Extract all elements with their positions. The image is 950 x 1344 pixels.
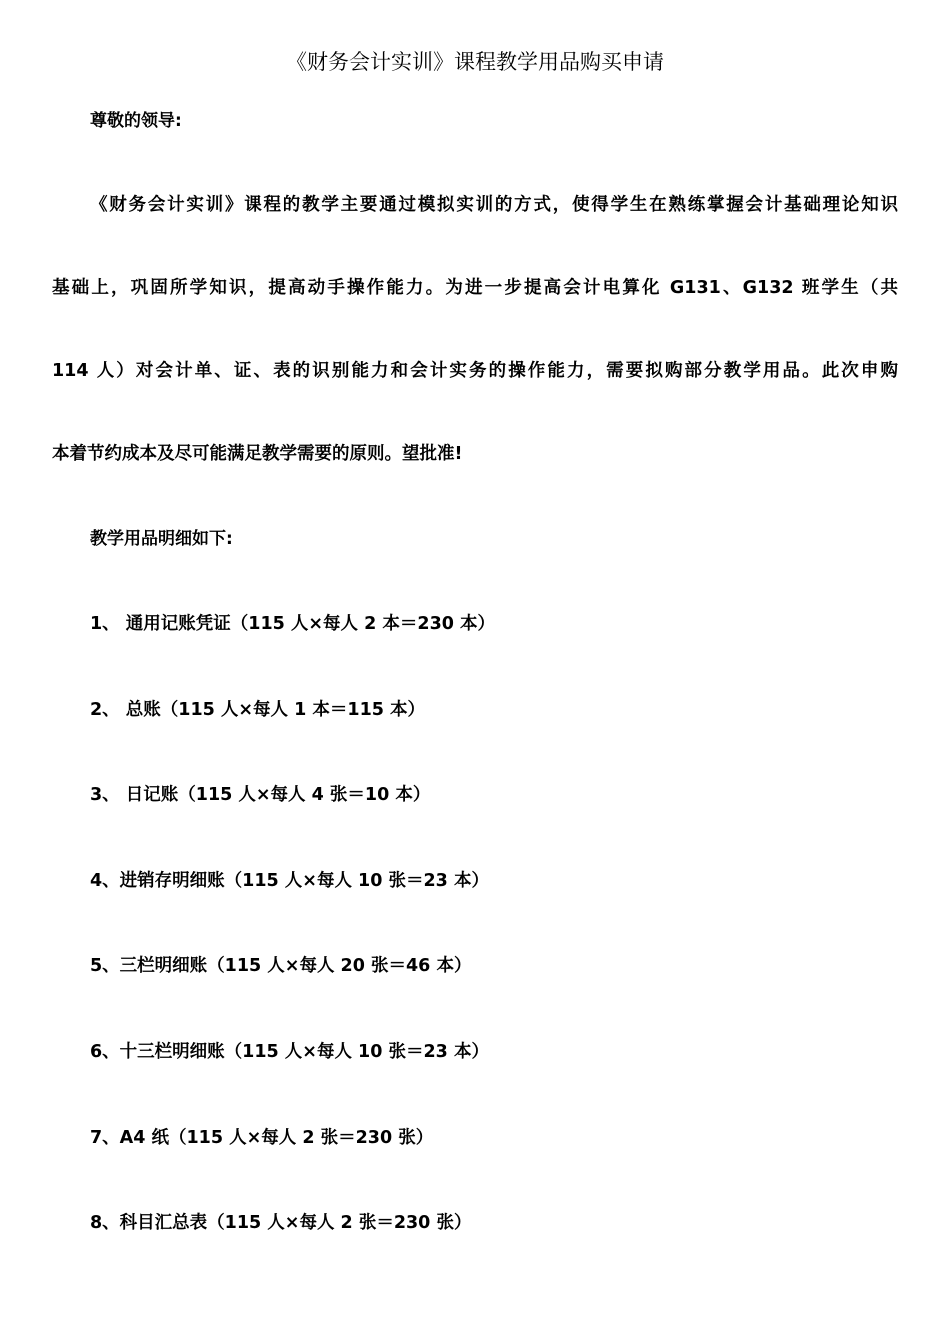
supplies-list (90, 611, 495, 1296)
body-line: 基础上，巩固所学知识，提高动手操作能力。为进一步提高会计电算化 G131、G132 班学生（共 (52, 278, 898, 298)
list-item: 6、十三栏明细账（115 人×每人 10 张＝23 本） (90, 1041, 489, 1062)
list-item: 2、 总账（115 人×每人 1 本＝115 本） (90, 699, 426, 720)
list-item: 4、进销存明细账（115 人×每人 10 张＝23 本） (90, 870, 489, 891)
document-title: 《财务会计实训》课程教学用品购买申请 (286, 50, 664, 74)
salutation: 尊敬的领导: (90, 111, 182, 131)
body-line: 114 人）对会计单、证、表的识别能力和会计实务的操作能力，需要拟购部分教学用品。此次申购 (52, 361, 898, 381)
list-item: 7、A4 纸（115 人×每人 2 张＝230 张） (90, 1127, 434, 1148)
list-item: 8、科目汇总表（115 人×每人 2 张＝230 张） (90, 1213, 472, 1234)
body-line: 本着节约成本及尽可能满足教学需要的原则。望批准! (52, 444, 463, 464)
body-line: 《财务会计实训》课程的教学主要通过模拟实训的方式，使得学生在熟练掌握会计基础理论知识 (90, 195, 898, 215)
list-intro: 教学用品明细如下: (90, 529, 233, 549)
list-item: 5、三栏明细账（115 人×每人 20 张＝46 本） (90, 956, 472, 977)
list-item: 1、 通用记账凭证（115 人×每人 2 本＝230 本） (90, 614, 496, 634)
list-item: 3、 日记账（115 人×每人 4 张＝10 本） (90, 785, 431, 806)
